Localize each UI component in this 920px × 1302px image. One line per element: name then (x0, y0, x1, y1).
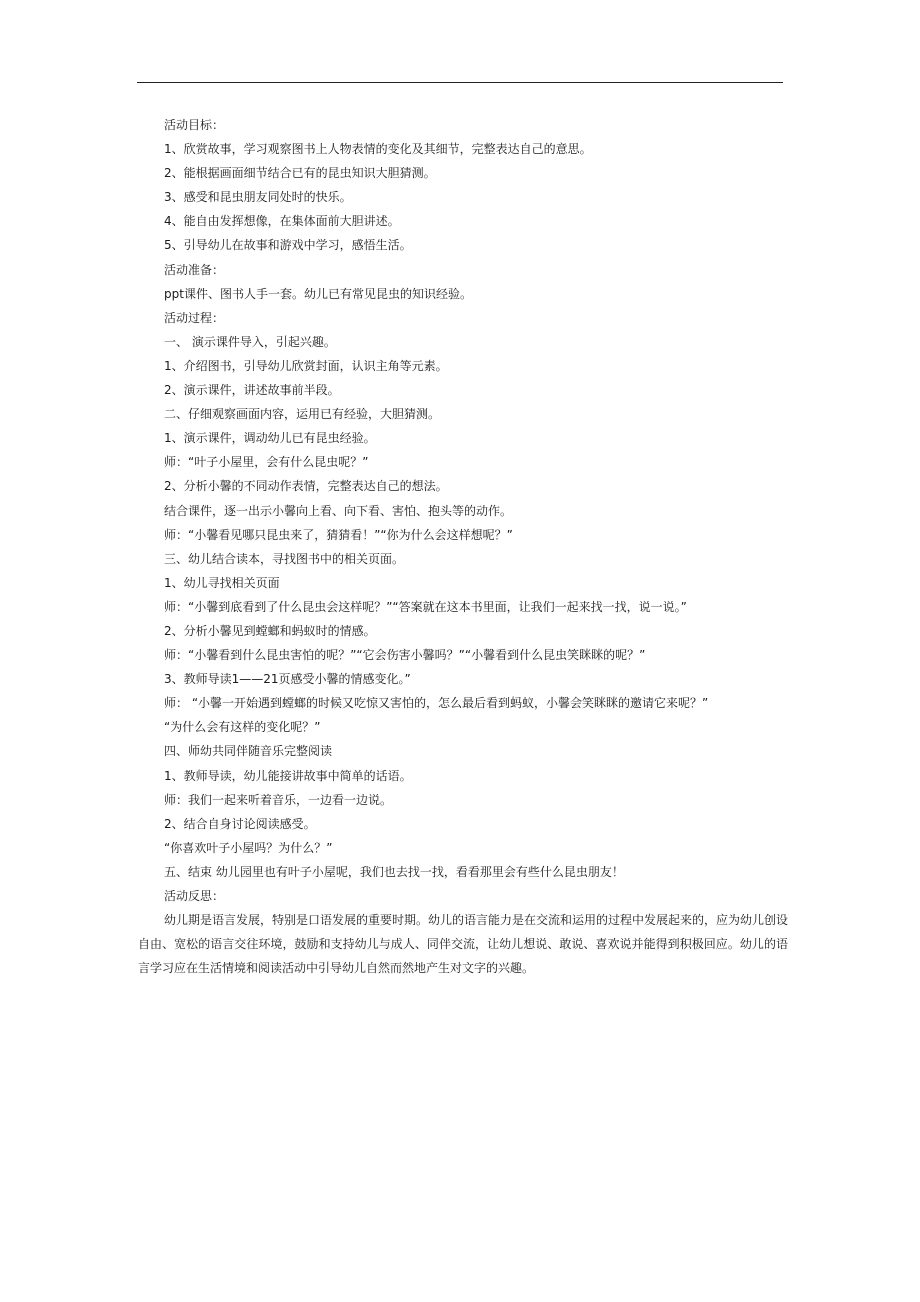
reflection-paragraph: 幼儿期是语言发展，特别是口语发展的重要时期。幼儿的语言能力是在交流和运用的过程中发展起来的，应为幼儿创设自由、宽松的语言交往环境，鼓励和支持幼儿与成人、同伴交流，让幼儿想说、敢说、喜欢说并能得到积极回应。幼儿的语言学习应在生活情境和阅读活动中引导幼儿自然而然地产生对文字的兴趣。 (138, 913, 789, 976)
teacher-line: 师：我们一起来听着音乐，一边看一边说。 (164, 792, 393, 807)
preparation-text: ppt课件、图书人手一套。幼儿已有常见昆虫的知识经验。 (164, 286, 472, 301)
heading-goals: 活动目标： (164, 118, 225, 132)
section-heading: 四、师幼共同伴随音乐完整阅读 (164, 744, 333, 759)
teacher-line: 师：“小馨看见哪只昆虫来了，猜猜看！”“你为什么会这样想呢？” (164, 527, 513, 542)
question-line: “为什么会有这样的变化呢？” (164, 720, 321, 735)
goal-item: 5、引导幼儿在故事和游戏中学习，感悟生活。 (164, 238, 412, 253)
process-item: 2、演示课件，讲述故事前半段。 (164, 383, 340, 398)
section-heading: 五、结束 幼儿园里也有叶子小屋呢，我们也去找一找，看看那里会有些什么昆虫朋友！ (164, 864, 624, 879)
section-heading: 三、幼儿结合读本，寻找图书中的相关页面。 (164, 551, 405, 566)
process-item: 1、幼儿寻找相关页面 (164, 575, 280, 590)
process-item: 1、教师导读，幼儿能接讲故事中简单的话语。 (164, 768, 412, 783)
process-text: 结合课件，逐一出示小馨向上看、向下看、害怕、抱头等的动作。 (164, 503, 513, 518)
section-heading: 一、 演示课件导入，引起兴趣。 (164, 334, 336, 349)
document-body (138, 113, 788, 980)
header-rule (137, 82, 783, 83)
process-item: 2、结合自身讨论阅读感受。 (164, 816, 316, 831)
heading-reflection: 活动反思： (164, 889, 225, 903)
teacher-line: 师：“小馨到底看到了什么昆虫会这样呢？”“答案就在这本书里面，让我们一起来找一找，说一说。” (164, 599, 687, 614)
process-item: 2、分析小馨的不同动作表情，完整表达自己的想法。 (164, 479, 448, 494)
heading-process: 活动过程： (164, 310, 225, 325)
process-item: 2、分析小馨见到螳螂和蚂蚁时的情感。 (164, 623, 376, 638)
heading-preparation: 活动准备： (164, 262, 225, 277)
goal-item: 3、感受和昆虫朋友同处时的快乐。 (164, 190, 352, 205)
section-heading: 二、仔细观察画面内容，运用已有经验，大胆猜测。 (164, 407, 441, 422)
goal-item: 1、欣赏故事，学习观察图书上人物表情的变化及其细节，完整表达自己的意思。 (164, 142, 592, 157)
process-item: 3、教师导读1——21页感受小馨的情感变化。” (164, 672, 411, 687)
process-item: 1、演示课件，调动幼儿已有昆虫经验。 (164, 431, 376, 446)
goal-item: 4、能自由发挥想像，在集体面前大胆讲述。 (164, 214, 400, 229)
question-line: “你喜欢叶子小屋吗？为什么？” (164, 840, 333, 855)
teacher-line: 师：“叶子小屋里，会有什么昆虫呢？” (164, 455, 369, 470)
teacher-line: 师： “小馨一开始遇到螳螂的时候又吃惊又害怕的，怎么最后看到蚂蚁，小馨会笑眯眯的邀请它来呢？” (164, 696, 709, 711)
teacher-line: 师：“小馨看到什么昆虫害怕的呢？”“它会伤害小馨吗？”“小馨看到什么昆虫笑眯眯的呢？” (164, 648, 646, 663)
goal-item: 2、能根据画面细节结合已有的昆虫知识大胆猜测。 (164, 166, 436, 181)
process-item: 1、介绍图书，引导幼儿欣赏封面，认识主角等元素。 (164, 358, 448, 373)
